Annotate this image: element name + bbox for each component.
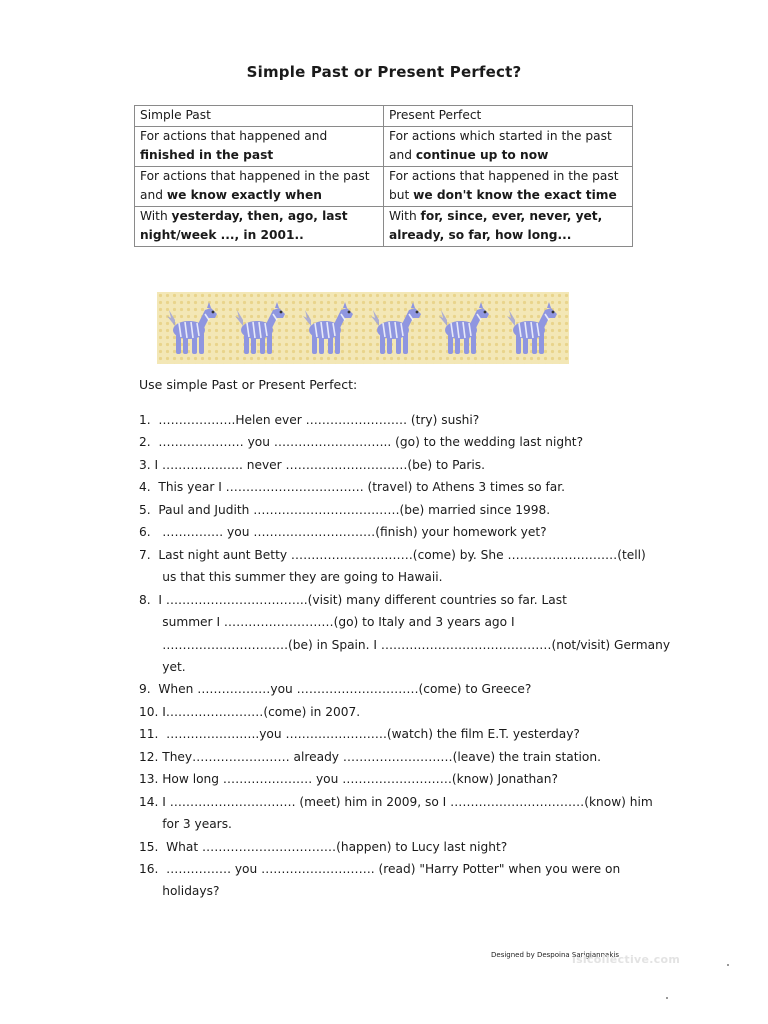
blue-zebra-icon (367, 296, 425, 360)
exercise-line: 12. They…………………… already ………………………(leave) the train station. (139, 749, 601, 764)
present-perfect-cell (384, 206, 633, 246)
watermark: islcollective.com (572, 953, 681, 966)
exercise-line: 1. ……………….Helen ever ……………………. (try) sushi? (139, 413, 480, 427)
present-perfect-cell (384, 126, 633, 166)
exercise-line: summer I ………………………(go) to Italy and 3 years ago I (139, 615, 515, 630)
exercise-line: 11. …………………..you …………………….(watch) the film E.T. yesterday? (139, 727, 580, 742)
scan-dot (666, 997, 668, 999)
keyword-text: for, since, ever, never, yet, already, so far, how long... (389, 208, 603, 242)
header-present-perfect: Present Perfect (384, 106, 633, 127)
rule-text: With (140, 208, 172, 223)
rule-text: For actions that happened in the past and (140, 168, 370, 202)
header-simple-past: Simple Past (135, 106, 384, 127)
keyword-text: yesterday, then, ago, last night/week ..., in 2001.. (140, 208, 348, 242)
keyword-text: continue up to now (415, 148, 549, 162)
exercise-line: 3. I ……………….. never …………………………(be) to Paris. (139, 457, 486, 472)
exercise-line: 13. How long …………………. you ………………………(know) Jonathan? (139, 772, 558, 787)
simple-past-cell (135, 166, 384, 206)
exercise-line: 10. I……………………(come) in 2007. (139, 704, 361, 719)
exercise-line: 7. Last night aunt Betty …………………………(come) by. She ………………………(tell) (139, 547, 646, 562)
designer-credit: Designed by Despoina Sarigiannakis (491, 951, 619, 959)
exercise-line: us that this summer they are going to Hawaii. (139, 570, 443, 585)
rule-text: With (389, 208, 421, 223)
exercise-line: ………………………….(be) in Spain. I ……………………………………(not/visit) Germany (139, 637, 671, 652)
simple-past-cell (135, 206, 384, 246)
exercise-line: 8. I ……………………………..(visit) many different countries so far. Last (139, 592, 567, 607)
zebra-banner (157, 292, 569, 364)
simple-past-cell (135, 126, 384, 166)
exercise-line: 4. This year I ……………………………. (travel) to Athens 3 times so far. (139, 480, 566, 495)
blue-zebra-icon (503, 296, 561, 360)
exercise-line: yet. (139, 659, 186, 674)
exercise-line: holidays? (139, 884, 220, 899)
scan-dot (727, 964, 729, 966)
rules-row (135, 166, 633, 206)
keyword-text: we know exactly when (166, 188, 322, 202)
keyword-text: we don't know the exact time (413, 188, 617, 202)
exercise-line: 9. When ………………you …………………………(come) to Greece? (139, 682, 532, 697)
blue-zebra-icon (299, 296, 357, 360)
exercise-line: 2. ………………… you ……………………….. (go) to the wedding last night? (139, 435, 584, 450)
worksheet-title: Simple Past or Present Perfect? (246, 63, 522, 81)
rules-row (135, 206, 633, 246)
rule-text: For actions which started in the past and (389, 128, 612, 162)
exercise-line: 14. I …………………………. (meet) him in 2009, so I ……………………………(know) him (139, 794, 653, 809)
instruction-text: Use simple Past or Present Perfect: (139, 377, 358, 392)
rules-row (135, 126, 633, 166)
exercise-line: 5. Paul and Judith ………………………………(be) married since 1998. (139, 502, 551, 517)
rules-table (134, 105, 633, 247)
exercise-line: 6. …………… you …………………………(finish) your homework yet? (139, 525, 547, 540)
blue-zebra-icon (231, 296, 289, 360)
present-perfect-cell (384, 166, 633, 206)
blue-zebra-icon (163, 296, 221, 360)
exercise-line: 15. What ……………………………(happen) to Lucy last night? (139, 839, 508, 854)
rule-text: For actions that happened and (140, 128, 328, 143)
keyword-text: finished in the past (140, 148, 274, 162)
blue-zebra-icon (435, 296, 493, 360)
rule-text: For actions that happened in the past but (389, 168, 619, 202)
exercise-line: 16. ……………. you ………………………. (read) "Harry Potter" when you were on (139, 862, 621, 876)
exercise-line: for 3 years. (139, 817, 232, 832)
